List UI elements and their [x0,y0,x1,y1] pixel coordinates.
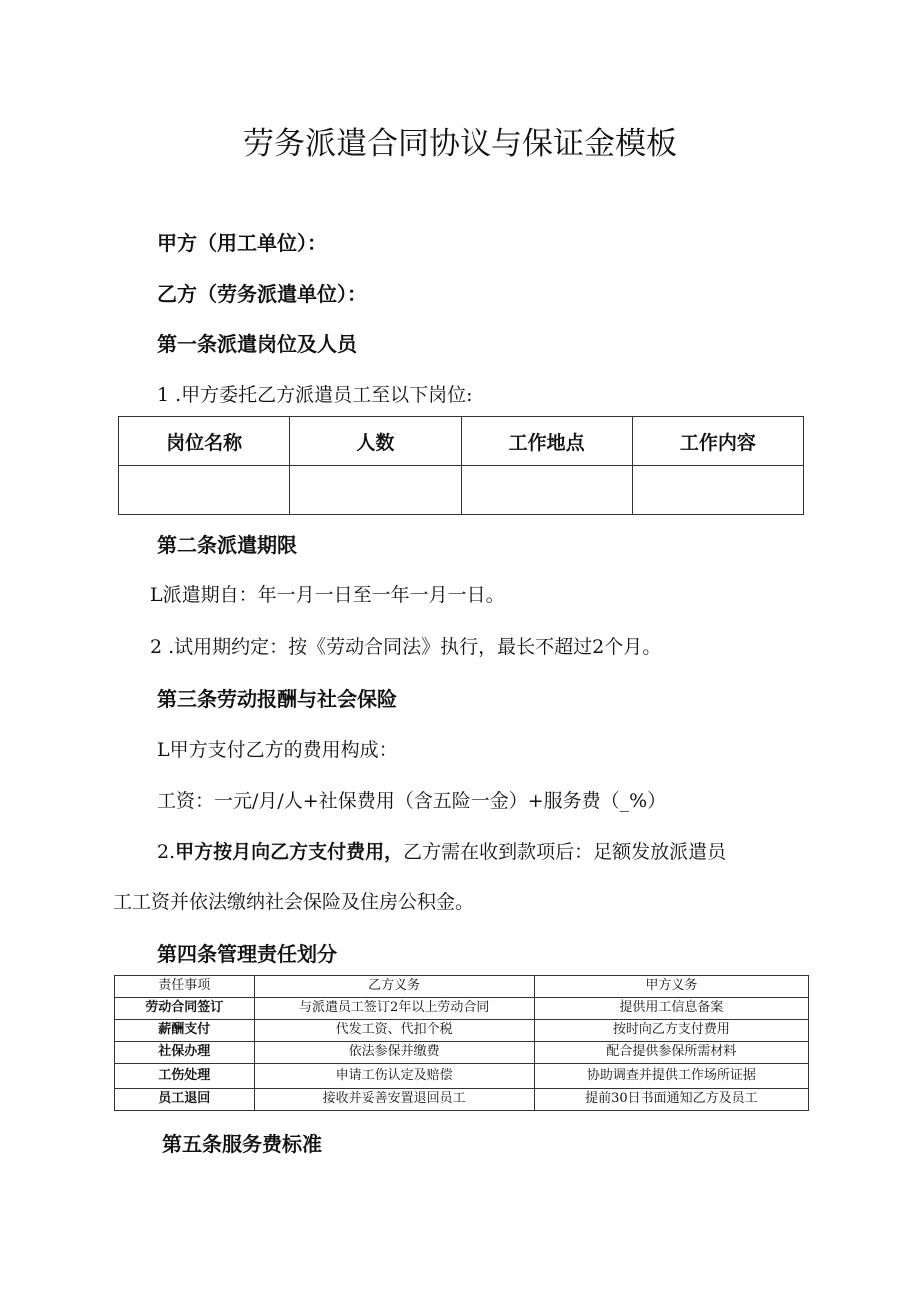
post-table-cell [461,466,632,515]
article-1-heading: 第一条派遣岗位及人员 [157,332,357,356]
article-3-item-2-rest: 乙方需在收到款项后：足额发放派遣员 [403,841,727,863]
post-table-header-count: 人数 [290,417,461,466]
article-1-item-1: 1 .甲方委托乙方派遣员工至以下岗位: [157,384,473,406]
party-b-line: 乙方（劳务派遣单位）： [157,282,367,306]
resp-table-cell: 提供用工信息备案 [534,998,808,1020]
resp-table-header-party-b: 乙方义务 [254,976,534,998]
article-3-item-2 [157,837,726,864]
article-3-item-2-continued: 工工资并依法缴纳社会保险及住房公积金。 [113,891,475,913]
resp-table-cell: 薪酬支付 [115,1020,255,1042]
post-table-header-name: 岗位名称 [119,417,290,466]
resp-table-cell: 工伤处理 [115,1064,255,1089]
article-3-item-1: L甲方支付乙方的费用构成： [157,739,398,761]
article-3-fee-detail: 工资：一元/月/人+社保费用（含五险一金）+服务费（_%） [157,790,667,812]
document-title: 劳务派遣合同协议与保证金模板 [243,126,677,162]
resp-table-cell: 申请工伤认定及赔偿 [254,1064,534,1089]
post-table-header-location: 工作地点 [461,417,632,466]
resp-table-header-party-a: 甲方义务 [534,976,808,998]
article-5-heading: 第五条服务费标准 [162,1132,322,1156]
resp-table-cell: 配合提供参保所需材料 [534,1042,808,1064]
resp-table-cell: 按时向乙方支付费用 [534,1020,808,1042]
article-3-heading: 第三条劳动报酬与社会保险 [157,687,397,711]
article-3-item-2-number: 2. [157,841,176,863]
resp-table-header-item: 责任事项 [115,976,255,998]
article-2-item-1: L派遣期自：年一月一日至一年一月一日。 [150,584,505,606]
post-table-header-content: 工作内容 [632,417,803,466]
post-table [118,416,804,515]
resp-table-cell: 接收并妥善安置退回员工 [254,1089,534,1111]
resp-table-cell: 提前30日书面通知乙方及员工 [534,1089,808,1111]
post-table-cell [290,466,461,515]
resp-table-cell: 协助调查并提供工作场所证据 [534,1064,808,1089]
resp-table-cell: 社保办理 [115,1042,255,1064]
resp-table-cell: 代发工资、代扣个税 [254,1020,534,1042]
article-2-heading: 第二条派遣期限 [157,533,297,557]
article-3-item-2-bold: 甲方按月向乙方支付费用， [175,841,404,863]
article-2-item-2: 2 .试用期约定：按《劳动合同法》执行，最长不超过2个月。 [150,636,662,658]
resp-table-cell: 依法参保并缴费 [254,1042,534,1064]
post-table-cell [119,466,290,515]
post-table-cell [632,466,803,515]
party-a-line: 甲方（用工单位）： [157,231,327,255]
resp-table-cell: 员工退回 [115,1089,255,1111]
resp-table-cell: 与派遣员工签订2年以上劳动合同 [254,998,534,1020]
article-4-heading: 第四条管理责任划分 [157,942,337,966]
resp-table-cell: 劳动合同签订 [115,998,255,1020]
responsibility-table [114,975,809,1111]
